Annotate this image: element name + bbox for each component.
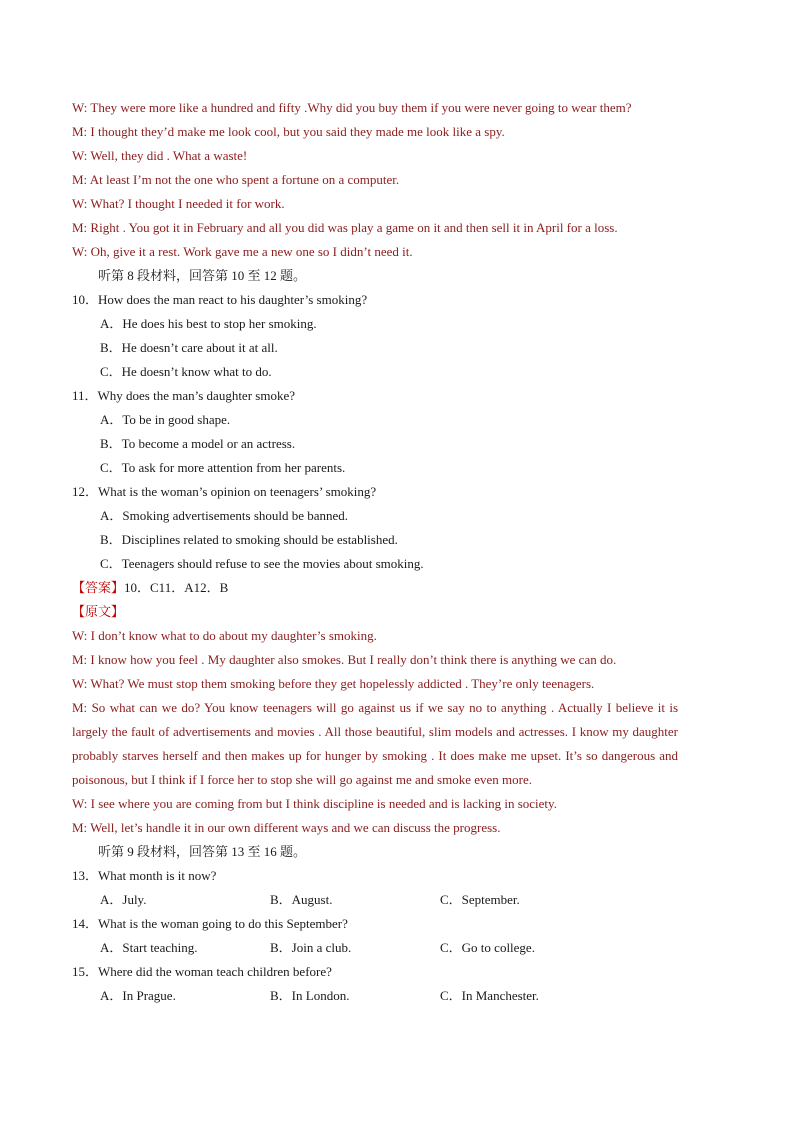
dialogue-2 bbox=[72, 624, 678, 840]
option-c: C．Teenagers should refuse to see the movies about smoking. bbox=[100, 556, 424, 571]
option-c: C．September. bbox=[440, 892, 520, 907]
dialogue-line: W: What? I thought I needed it for work. bbox=[72, 196, 285, 211]
option-c: C．He doesn’t know what to do. bbox=[100, 364, 272, 379]
option-c: C．To ask for more attention from her parents. bbox=[100, 460, 346, 475]
option-b: B．He doesn’t care about it at all. bbox=[100, 340, 278, 355]
dialogue-line: W: What? We must stop them smoking before they get hopelessly addicted . They’re only teenagers. bbox=[72, 676, 595, 691]
options-row bbox=[72, 888, 678, 912]
question-13 bbox=[72, 864, 678, 912]
options-row bbox=[72, 984, 678, 1008]
option-a: A．Smoking advertisements should be banned. bbox=[100, 508, 349, 523]
section-8-intro: 听第 8 段材料，回答第 10 至 12 题。 bbox=[98, 268, 307, 283]
option-b: B．Disciplines related to smoking should be established. bbox=[100, 532, 398, 547]
dialogue-line: W: I see where you are coming from but I think discipline is needed and is lacking in society. bbox=[72, 796, 557, 811]
dialogue-line: M: At least I’m not the one who spent a fortune on a computer. bbox=[72, 172, 400, 187]
dialogue-paragraph: M: So what can we do? You know teenagers will go against us if we say no to anything . Actually I believe it is largely the fault of advertisements and movies . All those beautiful, slim models and actresses. I know my daughter probably starves herself and then makes up for hunger by smoking . It does make me upset. It’s so dangerous and poisonous, but I think if I force her to stop she will go against me and smoke even more. bbox=[72, 700, 678, 787]
dialogue-line: M: I thought they’d make me look cool, but you said they made me look like a spy. bbox=[72, 124, 505, 139]
option-c: C．Go to college. bbox=[440, 940, 535, 955]
options-row bbox=[72, 936, 678, 960]
dialogue-line: W: Oh, give it a rest. Work gave me a new one so I didn’t need it. bbox=[72, 244, 413, 259]
question-stem: 11．Why does the man’s daughter smoke? bbox=[72, 388, 295, 403]
option-a: A．To be in good shape. bbox=[100, 412, 231, 427]
question-stem: 14．What is the woman going to do this September? bbox=[72, 916, 348, 931]
question-11 bbox=[72, 384, 678, 480]
answer-text: 10．C11．A12．B bbox=[124, 580, 229, 595]
option-c: C．In Manchester. bbox=[440, 988, 539, 1003]
answer-tag: 【答案】 bbox=[72, 580, 125, 595]
option-b: B．August. bbox=[270, 892, 333, 907]
worksheet-page bbox=[72, 96, 678, 1008]
option-a: A．Start teaching. bbox=[100, 940, 198, 955]
option-a: A．He does his best to stop her smoking. bbox=[100, 316, 317, 331]
dialogue-line: M: Well, let’s handle it in our own different ways and we can discuss the progress. bbox=[72, 820, 501, 835]
dialogue-line: W: They were more like a hundred and fifty .Why did you buy them if you were never going to wear them? bbox=[72, 100, 632, 115]
question-15 bbox=[72, 960, 678, 1008]
option-b: B．In London. bbox=[270, 988, 350, 1003]
question-stem: 15．Where did the woman teach children before? bbox=[72, 964, 332, 979]
dialogue-line: M: I know how you feel . My daughter also smokes. But I really don’t think there is anything we can do. bbox=[72, 652, 617, 667]
question-14 bbox=[72, 912, 678, 960]
question-stem: 10．How does the man react to his daughter’s smoking? bbox=[72, 292, 368, 307]
question-10 bbox=[72, 288, 678, 384]
question-12 bbox=[72, 480, 678, 576]
dialogue-1 bbox=[72, 96, 678, 264]
transcript-tag: 【原文】 bbox=[72, 604, 125, 619]
section-9-intro: 听第 9 段材料，回答第 13 至 16 题。 bbox=[98, 844, 307, 859]
dialogue-line: M: Right . You got it in February and all you did was play a game on it and then sell it in April for a loss. bbox=[72, 220, 618, 235]
dialogue-line: W: I don’t know what to do about my daughter’s smoking. bbox=[72, 628, 377, 643]
option-b: B．To become a model or an actress. bbox=[100, 436, 296, 451]
option-b: B．Join a club. bbox=[270, 940, 352, 955]
option-a: A．July. bbox=[100, 892, 147, 907]
question-stem: 13．What month is it now? bbox=[72, 868, 217, 883]
question-stem: 12．What is the woman’s opinion on teenagers’ smoking? bbox=[72, 484, 377, 499]
answer-line bbox=[72, 576, 678, 600]
dialogue-line: W: Well, they did . What a waste! bbox=[72, 148, 248, 163]
option-a: A．In Prague. bbox=[100, 988, 176, 1003]
